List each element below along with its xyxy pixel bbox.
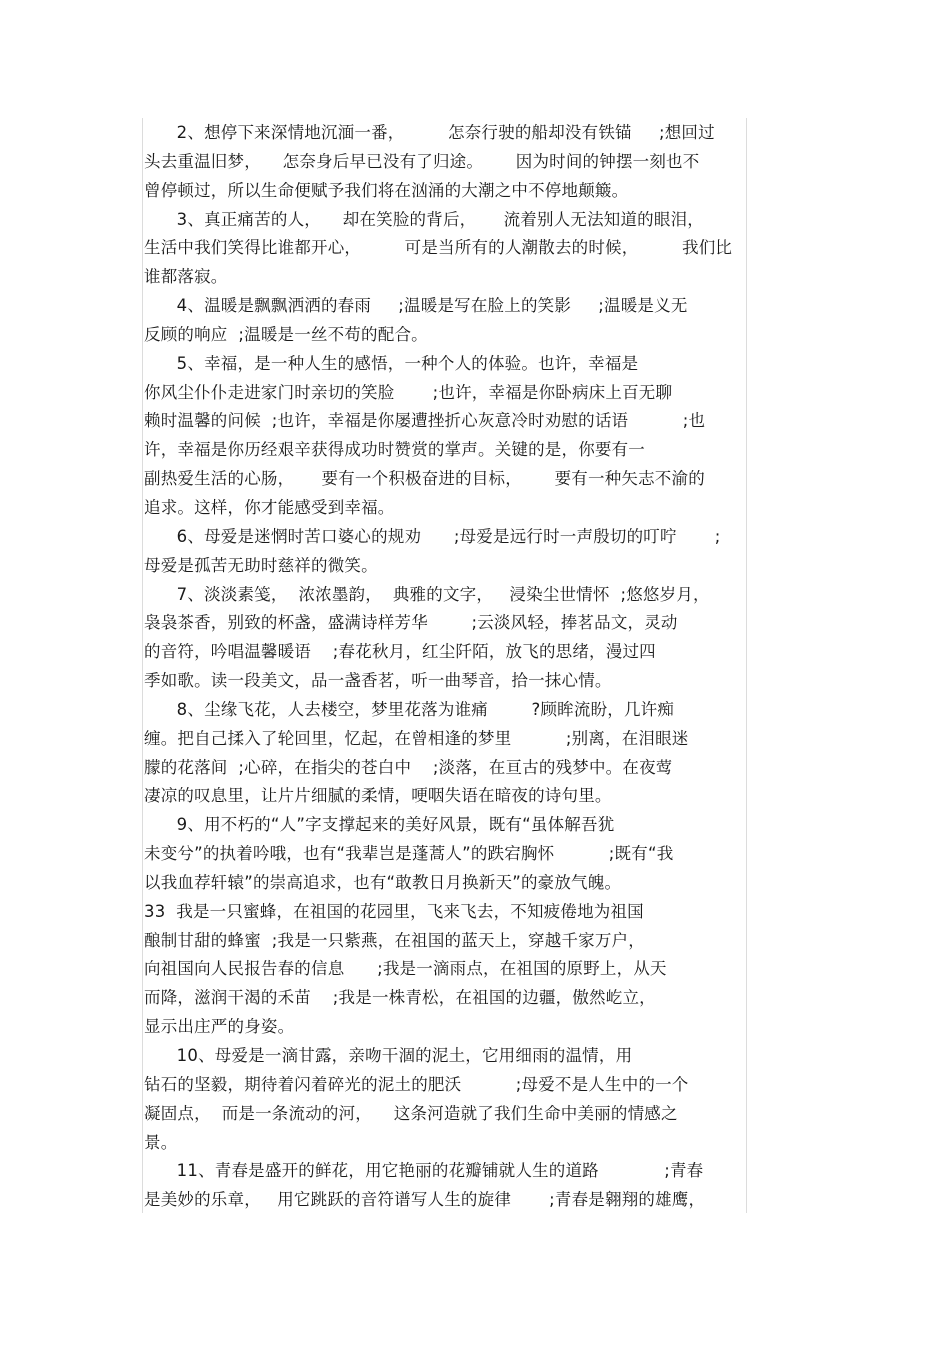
text-line: 3、真正痛苦的人， 却在笑脸的背后， 流着别人无法知道的眼泪， xyxy=(144,209,704,229)
text-line: 6、母爱是迷惘时苦口婆心的规劝 ;母爱是远行时一声殷切的叮咛 ; xyxy=(144,526,721,546)
text-line: 反顾的响应 ;温暖是一丝不苟的配合。 xyxy=(144,324,428,344)
text-line: 季如歌。读一段美文，品一盏香茗，听一曲琴音，拾一抹心情。 xyxy=(144,671,612,691)
text-line: 母爱是孤苦无助时慈祥的微笑。 xyxy=(144,555,378,575)
text-line: 许，幸福是你历经艰辛获得成功时赞赏的掌声。关键的是，你要有一 xyxy=(144,440,645,460)
text-line: 10、母爱是一滴甘露，亲吻干涸的泥土，它用细雨的温情，用 xyxy=(144,1046,633,1065)
text-line: 景。 xyxy=(144,1132,178,1152)
text-line: 曾停顿过，所以生命便赋予我们将在汹涌的大潮之中不停地颠簸。 xyxy=(144,180,629,200)
text-line: 凝固点， 而是一条流动的河， 这条河造就了我们生命中美丽的情感之 xyxy=(144,1103,678,1123)
text-line: 赖时温馨的问候 ;也许，幸福是你屡遭挫折心灰意冷时劝慰的话语 ;也 xyxy=(144,411,706,431)
text-line: 而降，滋润干渴的禾苗 ;我是一株青松，在祖国的边疆，傲然屹立， xyxy=(144,988,656,1008)
text-line: 7、淡淡素笺， 浓浓墨韵， 典雅的文字， 浸染尘世情怀 ;悠悠岁月， xyxy=(144,584,710,604)
text-line: 谁都落寂。 xyxy=(144,267,228,287)
text-line: 副热爱生活的心肠， 要有一个积极奋进的目标， 要有一种矢志不渝的 xyxy=(144,469,705,489)
text-line: 生活中我们笑得比谁都开心， 可是当所有的人潮散去的时候， 我们比 xyxy=(144,238,733,258)
text-line: 头去重温旧梦， 怎奈身后早已没有了归途。 因为时间的钟摆一刻也不 xyxy=(144,151,700,171)
text-line: 的音符，吟唱温馨暖语 ;春花秋月，红尘阡陌，放飞的思绪，漫过四 xyxy=(144,642,656,662)
text-line: 缠。把自己揉入了轮回里，忆起，在曾相逢的梦里 ;别离，在泪眼迷 xyxy=(144,728,689,748)
document-body xyxy=(144,119,764,1215)
text-line: 凄凉的叹息里，让片片细腻的柔情，哽咽失语在暗夜的诗句里。 xyxy=(144,786,612,806)
text-line: 9、用不朽的“人”字支撑起来的美好风景，既有“虽体解吾犹 xyxy=(144,815,615,835)
text-line: 11、青春是盛开的鲜花，用它艳丽的花瓣铺就人生的道路 ;青春 xyxy=(144,1161,704,1181)
text-line: 8、尘缘飞花，人去楼空，梦里花落为谁痛 ?顾眸流盼，几许痴 xyxy=(144,699,675,719)
text-line: 钻石的坚毅，期待着闪着碎光的泥土的肥沃 ;母爱不是人生中的一个 xyxy=(144,1074,689,1094)
text-line: 以我血荐轩辕”的崇高追求，也有“敢教日月换新天”的豪放气魄。 xyxy=(144,872,622,892)
text-line: 是美妙的乐章， 用它跳跃的音符谱写人生的旋律 ;青春是翱翔的雄鹰， xyxy=(144,1190,706,1210)
text-line: 酿制甘甜的蜂蜜 ;我是一只紫燕，在祖国的蓝天上，穿越千家万户， xyxy=(144,930,645,950)
text-line: 2、想停下来深情地沉湎一番， 怎奈行驶的船却没有铁锚 ;想回过 xyxy=(144,123,715,142)
text-line: 你风尘仆仆走进家门时亲切的笑脸 ;也许，幸福是你卧病床上百无聊 xyxy=(144,382,673,402)
text-line: 袅袅茶香，别致的杯盏，盛满诗样芳华 ;云淡风轻，捧茗品文，灵动 xyxy=(144,613,678,633)
text-line: 追求。这样，你才能感受到幸福。 xyxy=(144,497,395,517)
text-line: 33 我是一只蜜蜂，在祖国的花园里，飞来飞去，不知疲倦地为祖国 xyxy=(144,901,644,921)
text-line: 显示出庄严的身姿。 xyxy=(144,1017,295,1037)
text-line: 5、幸福，是一种人生的感悟，一种个人的体验。也许，幸福是 xyxy=(144,353,639,373)
text-line: 未变兮”的执着吟哦，也有“我辈岂是蓬蒿人”的跌宕胸怀 ;既有“我 xyxy=(144,844,674,864)
text-line: 4、温暖是飘飘洒洒的春雨 ;温暖是写在脸上的笑影 ;温暖是义无 xyxy=(144,296,688,316)
text-line: 向祖国向人民报告春的信息 ;我是一滴雨点，在祖国的原野上，从天 xyxy=(144,959,667,979)
text-line: 朦的花落间 ;心碎，在指尖的苍白中 ;淡落，在亘古的残梦中。在夜莺 xyxy=(144,757,673,777)
